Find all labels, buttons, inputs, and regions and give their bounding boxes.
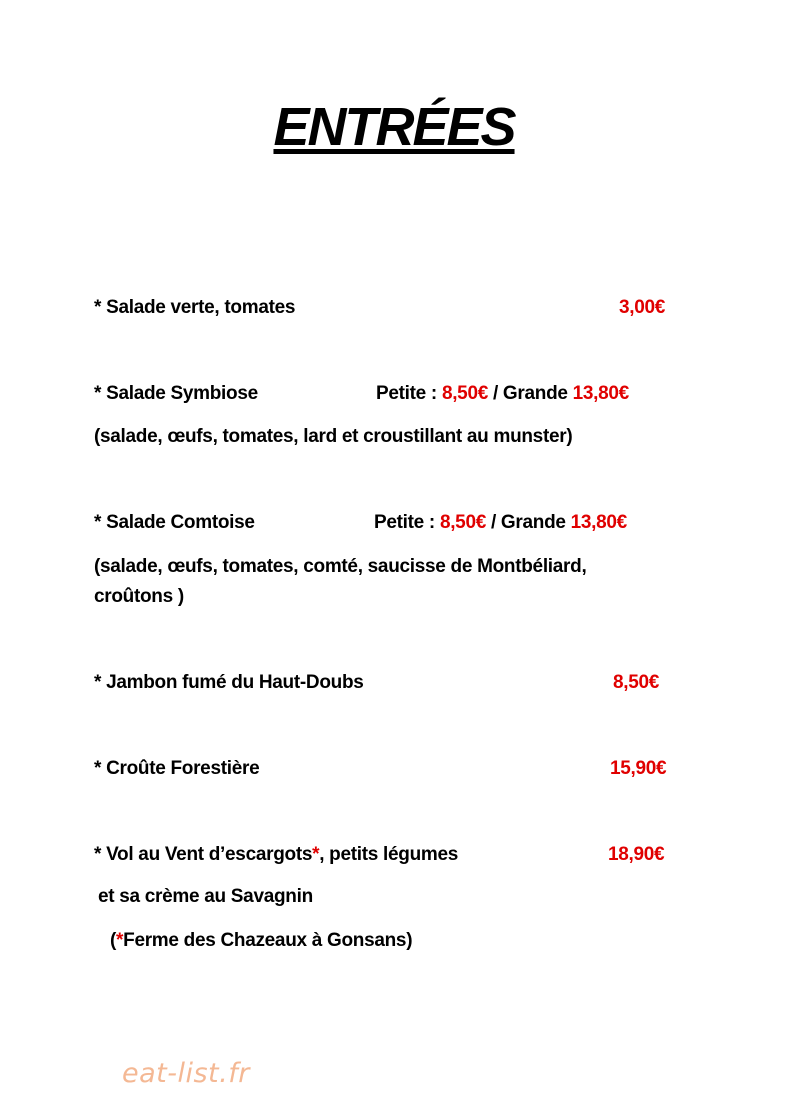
menu-item-price: 18,90€ xyxy=(608,844,665,865)
grande-label: / Grande xyxy=(485,512,571,533)
menu-item-description: croûtons ) xyxy=(94,586,184,607)
watermark: eat-list.fr xyxy=(122,1058,250,1089)
footnote-open: ( xyxy=(110,930,117,951)
menu-item-size-prices xyxy=(376,383,629,405)
menu-item-name: * Salade Symbiose xyxy=(94,383,258,404)
menu-item-description: (salade, œufs, tomates, lard et croustillant au munster) xyxy=(94,426,573,447)
petite-price: 8,50€ xyxy=(441,383,488,404)
grande-price: 13,80€ xyxy=(570,512,627,533)
menu-item-price: 8,50€ xyxy=(613,672,660,693)
menu-item-name: * Jambon fumé du Haut-Doubs xyxy=(94,672,364,693)
menu-item-name: * Croûte Forestière xyxy=(94,758,260,779)
footnote-text: Ferme des Chazeaux à Gonsans) xyxy=(123,930,413,951)
menu-item-size-prices xyxy=(374,512,627,534)
page-title: ENTRÉES xyxy=(273,97,515,157)
menu-item-name: * Salade verte, tomates xyxy=(94,297,296,318)
grande-price: 13,80€ xyxy=(572,383,629,404)
menu-item-price: 3,00€ xyxy=(619,297,666,318)
menu-item-name: * Salade Comtoise xyxy=(94,512,255,533)
petite-label: Petite : xyxy=(374,512,440,533)
footnote-asterisk: * xyxy=(116,930,124,951)
menu-item-name-part: * Vol au Vent d’escargots xyxy=(94,844,313,865)
petite-price: 8,50€ xyxy=(439,512,486,533)
menu-item-description: (salade, œufs, tomates, comté, saucisse de Montbéliard, xyxy=(94,556,587,577)
menu-item-price: 15,90€ xyxy=(610,758,667,779)
footnote-asterisk: * xyxy=(312,844,320,865)
menu-item-footnote xyxy=(110,930,412,952)
menu-item-name xyxy=(94,844,458,866)
menu-item-description: et sa crème au Savagnin xyxy=(98,886,313,907)
menu-item-name-part: , petits légumes xyxy=(319,844,459,865)
petite-label: Petite : xyxy=(376,383,442,404)
grande-label: / Grande xyxy=(487,383,573,404)
